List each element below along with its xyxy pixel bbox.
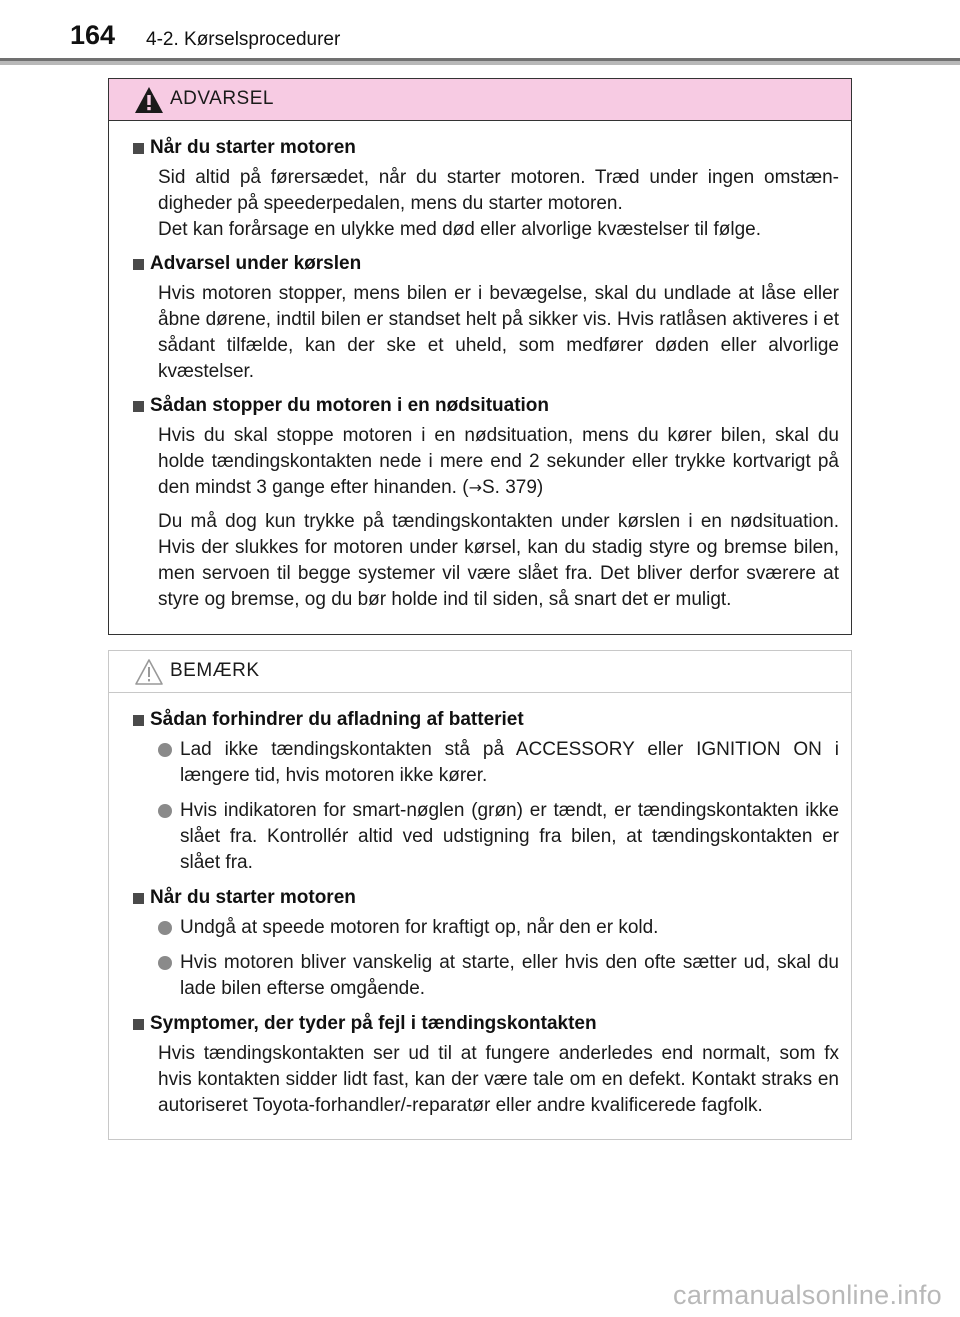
note-header	[109, 651, 851, 693]
warning-label: ADVARSEL	[170, 88, 274, 109]
note-box	[108, 650, 852, 1140]
section-square-icon	[133, 259, 144, 270]
header-divider	[0, 58, 960, 65]
warning-triangle-icon	[134, 85, 164, 115]
page-number: 164	[70, 20, 116, 50]
note-label: BEMÆRK	[170, 660, 260, 681]
section-square-icon	[133, 401, 144, 412]
note-section-title: Sådan forhindrer du afladning af batteriet	[133, 707, 839, 733]
section-square-icon	[133, 143, 144, 154]
bullet-dot-icon	[158, 921, 172, 935]
warning-paragraph: Du må dog kun trykke på tændingskontakten under kørslen i en nødsituation. Hvis der slukkes for motoren under kørsel, kan du stadig styre og bremse bilen, men servoen til begge systemer vil være slået fra. Det bliver derfor sværere at styre og bremse, og du bør holde ind til siden, så snart det er muligt.	[158, 511, 839, 610]
list-item: Lad ikke tændingskontakten stå på ACCESSORY eller IGNITION ON i længere tid, hvis motoren ikke kører.	[158, 737, 839, 789]
warning-header	[109, 79, 851, 121]
warning-paragraph: Hvis motoren stopper, mens bilen er i bevægelse, skal du undlade at låse eller åbne dørene, indtil bilen er standset helt på sikker vis. Hvis ratlåsen aktiveres i et sådant tilfælde, kan der ske et uheld, som medfører døden eller alvorlige kvæstelser.	[158, 283, 839, 382]
note-paragraph: Hvis tændingskontakten ser ud til at fungere anderledes end normalt, som fx hvis kontakten sidder lidt fast, kan der være tale om en defekt. Kontakt straks en autoriseret Toyota-forhandler/-reparatør eller andre kvalificerede fagfolk.	[158, 1043, 839, 1116]
warning-paragraph: Hvis du skal stoppe motoren i en nødsituation, mens du kører bilen, skal du holde tændingskontakten nede i mere end 2 sekunder eller trykke kortvarigt på den mindst 3 gange efter hinanden. (→S. 379)	[158, 425, 839, 498]
warning-section-title: Når du starter motoren	[133, 135, 839, 161]
list-item: Hvis indikatoren for smart-nøglen (grøn) er tændt, er tændingskontakten ikke slået fra. Kontrollér altid ved udstigning fra bilen, at tændingskontakten er slået fra.	[158, 798, 839, 876]
page-reference-arrow-icon: →	[468, 478, 482, 497]
warning-box	[108, 78, 852, 635]
warning-section-title: Sådan stopper du motoren i en nødsituation	[133, 393, 839, 419]
section-square-icon	[133, 893, 144, 904]
page-header	[0, 0, 960, 60]
warning-section-title: Advarsel under kørslen	[133, 251, 839, 277]
bullet-dot-icon	[158, 956, 172, 970]
warning-paragraph: Sid altid på førersædet, når du starter motoren. Træd under ingen omstændigheder på speederpedalen, mens du starter motoren.	[158, 167, 839, 214]
section-square-icon	[133, 1019, 144, 1030]
warning-body	[109, 121, 851, 613]
watermark-text: carmanualsonline.info	[673, 1280, 942, 1310]
bullet-dot-icon	[158, 743, 172, 757]
section-title: 4-2. Kørselsprocedurer	[146, 29, 341, 50]
bullet-dot-icon	[158, 804, 172, 818]
section-square-icon	[133, 715, 144, 726]
note-section-title: Symptomer, der tyder på fejl i tændingskontakten	[133, 1011, 839, 1037]
list-item: Hvis motoren bliver vanskelig at starte, eller hvis den ofte sætter ud, skal du lade bilen efterse omgående.	[158, 950, 839, 1002]
caution-triangle-outline-icon	[134, 657, 164, 687]
warning-paragraph: Det kan forårsage en ulykke med død eller alvorlige kvæstelser til følge.	[158, 219, 761, 240]
note-section-title: Når du starter motoren	[133, 885, 839, 911]
note-body	[109, 693, 851, 1119]
list-item: Undgå at speede motoren for kraftigt op, når den er kold.	[158, 915, 839, 941]
